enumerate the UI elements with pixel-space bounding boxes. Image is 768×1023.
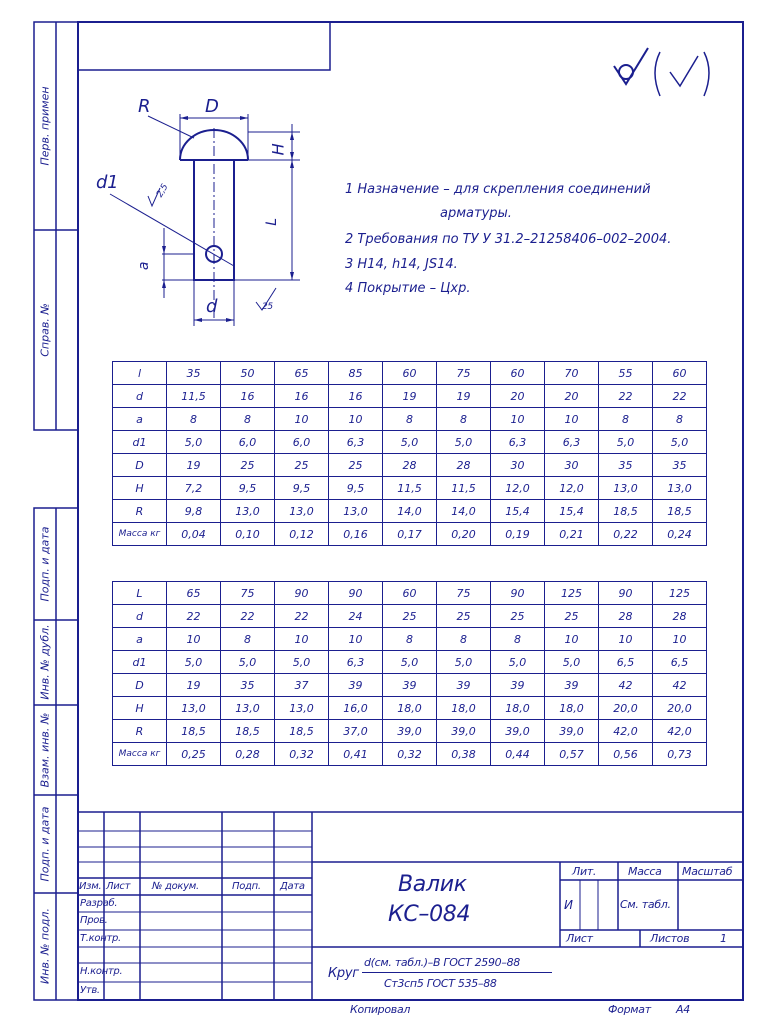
table-cell: 12,0 — [491, 477, 545, 500]
row-label: d1 — [113, 651, 167, 674]
table-cell: 19 — [383, 385, 437, 408]
table-cell: 0,25 — [167, 743, 221, 766]
table-cell: 60 — [653, 362, 707, 385]
table-cell: 60 — [383, 362, 437, 385]
table-row — [113, 500, 707, 523]
table-cell: 25 — [275, 454, 329, 477]
table-cell: 19 — [437, 385, 491, 408]
header-podp: Подп. — [232, 881, 261, 892]
note-4: 4 Покрытие – Цхр. — [345, 281, 471, 296]
table-cell: 13,0 — [221, 697, 275, 720]
table-cell: 30 — [545, 454, 599, 477]
side-label-perv-primen: Перв. примен — [38, 86, 52, 166]
table-cell: 5,0 — [545, 651, 599, 674]
table-cell: 13,0 — [329, 500, 383, 523]
table-cell: 5,0 — [167, 431, 221, 454]
row-label: L — [113, 582, 167, 605]
dimensions-table-1 — [112, 361, 707, 546]
table-cell: 10 — [491, 408, 545, 431]
table-cell: 10 — [275, 408, 329, 431]
table-cell: 8 — [221, 408, 275, 431]
kopiroval-label: Копировал — [350, 1003, 411, 1016]
table-cell: 125 — [653, 582, 707, 605]
side-label-vzam-inv: Взам. инв. № — [38, 712, 52, 788]
table-cell: 6,5 — [599, 651, 653, 674]
row-label: d — [113, 385, 167, 408]
table-cell: 0,38 — [437, 743, 491, 766]
table-cell: 10 — [653, 628, 707, 651]
table-cell: 6,0 — [221, 431, 275, 454]
table-cell: 22 — [275, 605, 329, 628]
table-row — [113, 720, 707, 743]
table-cell: 18,5 — [653, 500, 707, 523]
dim-label-D: D — [205, 96, 219, 117]
table-cell: 22 — [167, 605, 221, 628]
table-cell: 11,5 — [437, 477, 491, 500]
table-cell: 18,0 — [383, 697, 437, 720]
table-cell: 75 — [437, 362, 491, 385]
table-cell: 8 — [221, 628, 275, 651]
table-cell: 18,5 — [167, 720, 221, 743]
dim-label-r25: 2,5 — [155, 182, 171, 200]
table-cell: 18,5 — [599, 500, 653, 523]
table-cell: 22 — [221, 605, 275, 628]
table-cell: 65 — [167, 582, 221, 605]
row-label: H — [113, 477, 167, 500]
table-cell: 28 — [653, 605, 707, 628]
table-cell: 6,0 — [275, 431, 329, 454]
table-cell: 39,0 — [437, 720, 491, 743]
row-label: Масса кг — [113, 743, 167, 766]
table-cell: 10 — [275, 628, 329, 651]
header-data: Дата — [280, 881, 305, 892]
table-cell: 18,5 — [221, 720, 275, 743]
table-row — [113, 651, 707, 674]
roughness-icon — [612, 44, 722, 104]
table-cell: 5,0 — [653, 431, 707, 454]
massa-label: Масса — [628, 865, 662, 878]
table-cell: 0,73 — [653, 743, 707, 766]
table-row — [113, 628, 707, 651]
table-cell: 22 — [599, 385, 653, 408]
table-cell: 0,56 — [599, 743, 653, 766]
table-cell: 7,2 — [167, 477, 221, 500]
table-cell: 18,0 — [491, 697, 545, 720]
table-cell: 0,57 — [545, 743, 599, 766]
table-cell: 9,8 — [167, 500, 221, 523]
dim-label-d1: d1 — [96, 172, 119, 193]
table-cell: 18,0 — [437, 697, 491, 720]
table-cell: 39,0 — [383, 720, 437, 743]
table-cell: 60 — [383, 582, 437, 605]
table-row — [113, 697, 707, 720]
row-label: d1 — [113, 431, 167, 454]
table-cell: 8 — [383, 408, 437, 431]
massa-value: См. табл. — [620, 898, 671, 911]
table-cell: 5,0 — [275, 651, 329, 674]
table-cell: 9,5 — [329, 477, 383, 500]
table-cell: 35 — [653, 454, 707, 477]
table-cell: 28 — [383, 454, 437, 477]
table-cell: 37,0 — [329, 720, 383, 743]
header-izm: Изм. — [79, 881, 102, 892]
table-cell: 8 — [599, 408, 653, 431]
table-cell: 10 — [329, 628, 383, 651]
masshtab-label: Масштаб — [682, 865, 733, 878]
row-label: Масса кг — [113, 523, 167, 546]
side-label-inv-dubl: Инв. № дубл. — [38, 624, 52, 700]
lit-label: Лит. — [572, 865, 597, 878]
table-cell: 20,0 — [653, 697, 707, 720]
table-cell: 25 — [383, 605, 437, 628]
table-cell: 13,0 — [221, 500, 275, 523]
table-cell: 0,19 — [491, 523, 545, 546]
table-cell: 5,0 — [383, 651, 437, 674]
table-cell: 35 — [167, 362, 221, 385]
table-cell: 42,0 — [599, 720, 653, 743]
table-cell: 14,0 — [383, 500, 437, 523]
table-cell: 19 — [167, 674, 221, 697]
table-cell: 0,16 — [329, 523, 383, 546]
table-cell: 85 — [329, 362, 383, 385]
row-label: D — [113, 674, 167, 697]
table-cell: 42,0 — [653, 720, 707, 743]
table-cell: 25 — [329, 454, 383, 477]
table-cell: 30 — [491, 454, 545, 477]
note-3: 3 H14, h14, JS14. — [345, 257, 458, 272]
table-cell: 20 — [545, 385, 599, 408]
table-cell: 6,5 — [653, 651, 707, 674]
role-razrab: Разраб. — [80, 898, 118, 909]
table-cell: 13,0 — [275, 500, 329, 523]
table-cell: 12,0 — [545, 477, 599, 500]
table-cell: 11,5 — [167, 385, 221, 408]
table-cell: 39,0 — [491, 720, 545, 743]
table-cell: 70 — [545, 362, 599, 385]
table-cell: 13,0 — [599, 477, 653, 500]
table-cell: 39 — [437, 674, 491, 697]
table-cell: 19 — [167, 454, 221, 477]
table-cell: 25 — [545, 605, 599, 628]
format-value: А4 — [676, 1003, 690, 1016]
note-1-cont: арматуры. — [440, 206, 512, 221]
material-fraction-line — [362, 972, 552, 973]
table-cell: 11,5 — [383, 477, 437, 500]
table-row — [113, 408, 707, 431]
table-cell: 39,0 — [545, 720, 599, 743]
header-dokum: № докум. — [152, 881, 199, 892]
table-cell: 42 — [653, 674, 707, 697]
table-cell: 55 — [599, 362, 653, 385]
table-cell: 39 — [491, 674, 545, 697]
table-cell: 8 — [437, 408, 491, 431]
table-cell: 125 — [545, 582, 599, 605]
table-cell: 16 — [275, 385, 329, 408]
table-row — [113, 477, 707, 500]
table-cell: 10 — [545, 408, 599, 431]
header-list: Лист — [106, 881, 131, 892]
row-label: H — [113, 697, 167, 720]
table-cell: 16 — [221, 385, 275, 408]
table-cell: 0,41 — [329, 743, 383, 766]
side-label-inv-podl: Инв. № подл. — [38, 908, 52, 984]
table-cell: 16 — [329, 385, 383, 408]
table-cell: 0,22 — [599, 523, 653, 546]
table-cell: 8 — [383, 628, 437, 651]
table-cell: 0,32 — [275, 743, 329, 766]
table-cell: 0,21 — [545, 523, 599, 546]
table-cell: 37 — [275, 674, 329, 697]
row-label: R — [113, 720, 167, 743]
table-cell: 25 — [437, 605, 491, 628]
table-cell: 8 — [437, 628, 491, 651]
table-cell: 10 — [599, 628, 653, 651]
table-cell: 5,0 — [383, 431, 437, 454]
table-cell: 60 — [491, 362, 545, 385]
table-cell: 13,0 — [275, 697, 329, 720]
table-cell: 22 — [653, 385, 707, 408]
table-cell: 0,32 — [383, 743, 437, 766]
table-cell: 8 — [491, 628, 545, 651]
table-cell: 5,0 — [437, 431, 491, 454]
table-cell: 90 — [329, 582, 383, 605]
side-label-sprav-no: Справ. № — [38, 303, 52, 357]
table-row — [113, 605, 707, 628]
table-cell: 90 — [491, 582, 545, 605]
dim-label-R: R — [138, 96, 151, 117]
table-cell: 5,0 — [167, 651, 221, 674]
table-cell: 25 — [491, 605, 545, 628]
table-cell: 25 — [221, 454, 275, 477]
row-label: D — [113, 454, 167, 477]
table-cell: 0,44 — [491, 743, 545, 766]
table-cell: 0,20 — [437, 523, 491, 546]
table-row — [113, 582, 707, 605]
table-cell: 5,0 — [599, 431, 653, 454]
table-cell: 14,0 — [437, 500, 491, 523]
table-cell: 0,12 — [275, 523, 329, 546]
table-cell: 39 — [383, 674, 437, 697]
table-cell: 15,4 — [491, 500, 545, 523]
table-cell: 75 — [221, 582, 275, 605]
role-prov: Пров. — [80, 915, 108, 926]
dim-label-H: H — [268, 143, 288, 156]
lit-value: И — [564, 898, 573, 912]
table-cell: 28 — [437, 454, 491, 477]
table-cell: 15,4 — [545, 500, 599, 523]
table-cell: 13,0 — [167, 697, 221, 720]
material-top: d(см. табл.)–В ГОСТ 2590–88 — [364, 956, 520, 969]
table-cell: 9,5 — [221, 477, 275, 500]
table-cell: 0,24 — [653, 523, 707, 546]
dim-label-d: d — [206, 296, 218, 317]
table-cell: 10 — [545, 628, 599, 651]
table-cell: 10 — [329, 408, 383, 431]
table-cell: 16,0 — [329, 697, 383, 720]
table-row — [113, 362, 707, 385]
dim-label-ra25: 25 — [262, 302, 273, 312]
dim-label-a: a — [136, 261, 153, 271]
table-cell: 0,04 — [167, 523, 221, 546]
table-cell: 5,0 — [437, 651, 491, 674]
row-label: a — [113, 408, 167, 431]
listov-value: 1 — [720, 932, 727, 945]
format-label: Формат — [608, 1003, 651, 1016]
table-cell: 18,0 — [545, 697, 599, 720]
table-cell: 13,0 — [653, 477, 707, 500]
table-cell: 20 — [491, 385, 545, 408]
table-cell: 24 — [329, 605, 383, 628]
material-bottom: Ст3сп5 ГОСТ 535–88 — [384, 977, 497, 990]
table-cell: 10 — [167, 628, 221, 651]
dimensions-table-2 — [112, 581, 707, 766]
table-cell: 5,0 — [221, 651, 275, 674]
table-cell: 0,28 — [221, 743, 275, 766]
role-nkontr: Н.контр. — [80, 966, 123, 977]
table-row — [113, 454, 707, 477]
table-cell: 35 — [599, 454, 653, 477]
side-label-podp-data-1: Подп. и дата — [38, 526, 52, 602]
list-label: Лист — [566, 932, 593, 945]
row-label: R — [113, 500, 167, 523]
table-cell: 39 — [329, 674, 383, 697]
table-cell: 18,5 — [275, 720, 329, 743]
role-utv: Утв. — [80, 985, 100, 996]
table-cell: 8 — [653, 408, 707, 431]
material-prefix: Круг — [328, 966, 359, 981]
table-cell: 75 — [437, 582, 491, 605]
role-tkontr: Т.контр. — [80, 933, 121, 944]
table-cell: 0,10 — [221, 523, 275, 546]
listov-label: Листов — [650, 932, 690, 945]
table-row — [113, 431, 707, 454]
note-2: 2 Требования по ТУ У 31.2–21258406–002–2004. — [345, 232, 672, 247]
row-label: l — [113, 362, 167, 385]
part-name: Валик — [398, 872, 467, 897]
table-row — [113, 674, 707, 697]
table-cell: 90 — [599, 582, 653, 605]
dim-label-L: L — [263, 218, 280, 226]
table-row — [113, 523, 707, 546]
table-cell: 90 — [275, 582, 329, 605]
part-designation: КС–084 — [388, 902, 471, 927]
table-cell: 6,3 — [329, 651, 383, 674]
table-cell: 0,17 — [383, 523, 437, 546]
table-row — [113, 743, 707, 766]
table-cell: 39 — [545, 674, 599, 697]
table-cell: 6,3 — [329, 431, 383, 454]
row-label: a — [113, 628, 167, 651]
table-cell: 5,0 — [491, 651, 545, 674]
table-cell: 65 — [275, 362, 329, 385]
table-cell: 9,5 — [275, 477, 329, 500]
table-cell: 6,3 — [545, 431, 599, 454]
table-row — [113, 385, 707, 408]
table-cell: 20,0 — [599, 697, 653, 720]
table-cell: 28 — [599, 605, 653, 628]
table-cell: 50 — [221, 362, 275, 385]
table-cell: 42 — [599, 674, 653, 697]
row-label: d — [113, 605, 167, 628]
table-cell: 8 — [167, 408, 221, 431]
table-cell: 35 — [221, 674, 275, 697]
table-cell: 6,3 — [491, 431, 545, 454]
side-label-podp-data-2: Подп. и дата — [38, 806, 52, 882]
note-1: 1 Назначение – для скрепления соединений — [345, 182, 651, 197]
